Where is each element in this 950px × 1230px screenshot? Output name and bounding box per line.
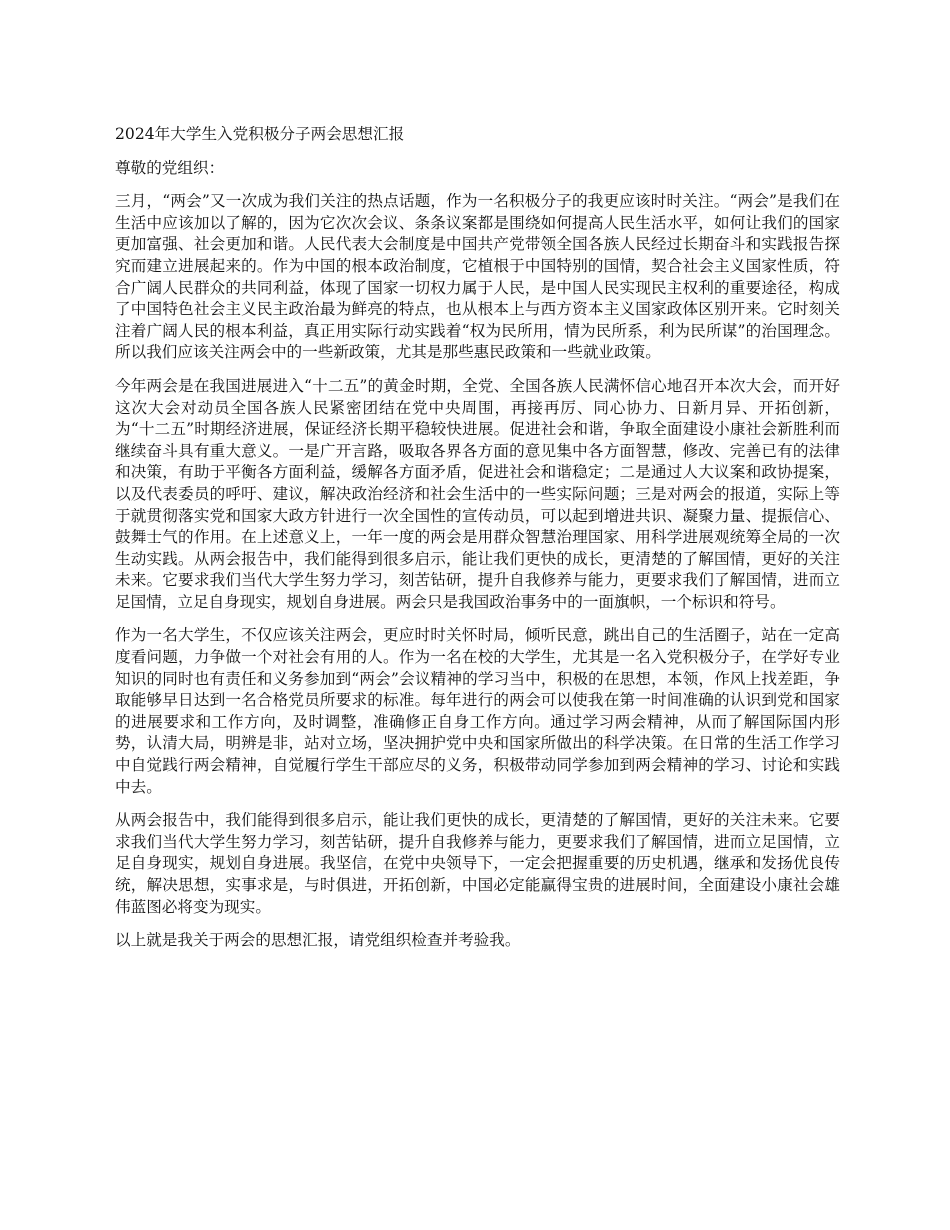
salutation: 尊敬的党组织： bbox=[115, 158, 225, 177]
document-title: 2024年大学生入党积极分子两会思想汇报 bbox=[115, 125, 405, 143]
paragraph-3: 作为一名大学生，不仅应该关注两会，更应时时关怀时局，倾听民意，跳出自己的生活圈子，站在一定高度看问题，力争做一个对社会有用的人。作为一名在校的大学生，尤其是一名入党积极分子，在学好专业知识的同时也有责任和义务参加到“两会”会议精神的学习当中，积极的在思想，本领，作风上找差距，争取能够早日达到一名合格党员所要求的标准。每年进行的两会可以使我在第一时间准确的认识到党和国家的进展要求和工作方向，及时调整，准确修正自身工作方向。通过学习两会精神，从而了解国际国内形势，认清大局，明辨是非，站对立场，坚决拥护党中央和国家所做出的科学决策。在日常的生活工作学习中自觉践行两会精神，自觉履行学生干部应尽的义务，积极带动同学参加到两会精神的学习、讨论和实践中去。 bbox=[115, 626, 840, 796]
paragraph-2: 今年两会是在我国进展进入“十二五”的黄金时期，全党、全国各族人民满怀信心地召开本次大会，而开好这次大会对动员全国各族人民紧密团结在党中央周围，再接再厉、同心协力、日新月异、开拓创新，为“十二五”时期经济进展，保证经济长期平稳较快进展。促进社会和谐，争取全面建设小康社会新胜利而继续奋斗具有重大意义。一是广开言路，吸取各界各方面的意见集中各方面智慧，修改、完善已有的法律和决策，有助于平衡各方面利益，缓解各方面矛盾，促进社会和谐稳定；二是通过人大议案和政协提案，以及代表委员的呼吁、建议，解决政治经济和社会生活中的一些实际问题；三是对两会的报道，实际上等于就贯彻落实党和国家大政方针进行一次全国性的宣传动员，可以起到增进共识、凝聚力量、提振信心、鼓舞士气的作用。在上述意义上，一年一度的两会是用群众智慧治理国家、用科学进展观统筹全局的一次生动实践。从两会报告中，我们能得到很多启示，能让我们更快的成长，更清楚的了解国情，更好的关注未来。它要求我们当代大学生努力学习，刻苦钻研，提升自我修养与能力，更要求我们了解国情，进而立足国情，立足自身现实，规划自身进展。两会只是我国政治事务中的一面旗帜，一个标识和符号。 bbox=[115, 376, 840, 611]
closing-line: 以上就是我关于两会的思想汇报，请党组织检查并考验我。 bbox=[115, 931, 521, 950]
document-body bbox=[115, 124, 840, 952]
paragraph-4: 从两会报告中，我们能得到很多启示，能让我们更快的成长，更清楚的了解国情，更好的关注未来。它要求我们当代大学生努力学习，刻苦钻研，提升自我修养与能力，更要求我们了解国情，进而立足国情，立足自身现实，规划自身进展。我坚信，在党中央领导下，一定会把握重要的历史机遇，继承和发扬优良传统，解决思想，实事求是，与时俱进，开拓创新，中国必定能赢得宝贵的进展时间，全面建设小康社会雄伟蓝图必将变为现实。 bbox=[115, 811, 840, 916]
paragraph-1: 三月，“两会”又一次成为我们关注的热点话题，作为一名积极分子的我更应该时时关注。“两会”是我们在生活中应该加以了解的，因为它次次会议、条条议案都是围绕如何提高人民生活水平，如何让我们的国家更加富强、社会更加和谐。人民代表大会制度是中国共产党带领全国各族人民经过长期奋斗和实践报告探究而建立进展起来的。作为中国的根本政治制度，它植根于中国特别的国情，契合社会主义国家性质，符合广阔人民群众的共同利益，体现了国家一切权力属于人民，是中国人民实现民主权利的重要途径，构成了中国特色社会主义民主政治最为鲜亮的特点，也从根本上与西方资本主义国家政体区别开来。它时刻关注着广阔人民的根本利益，真正用实际行动实践着“权为民所用，情为民所系，利为民所谋”的治国理念。所以我们应该关注两会中的一些新政策，尤其是那些惠民政策和一些就业政策。 bbox=[115, 192, 840, 362]
